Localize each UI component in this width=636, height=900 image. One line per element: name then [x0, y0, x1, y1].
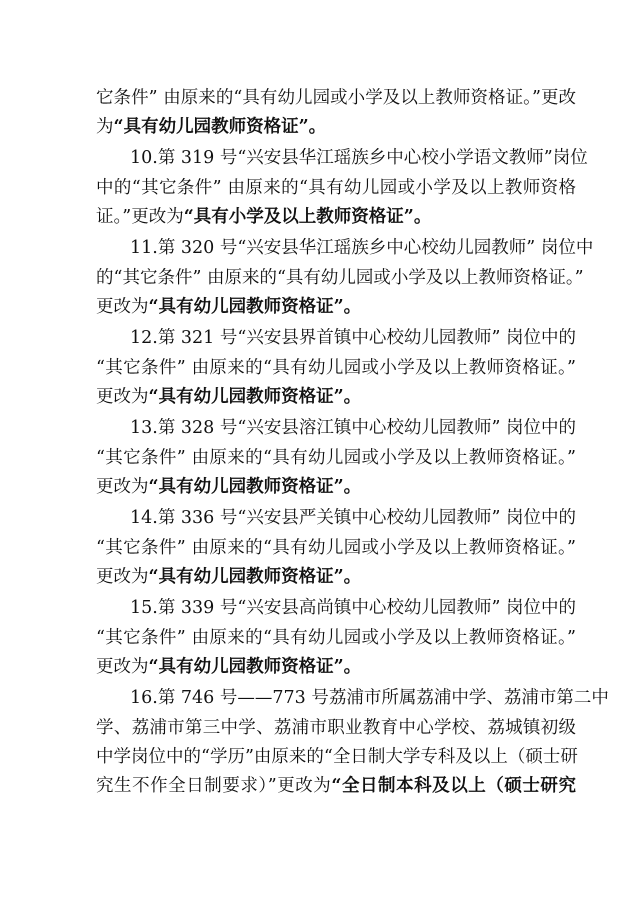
text-line: 究生不作全日制要求）”更改为“全日制本科及以上（硕士研究 — [96, 776, 576, 796]
text-line: “其它条件” 由原来的“具有幼儿园或小学及以上教师资格证。” — [96, 628, 576, 648]
text-line: 更改为“具有幼儿园教师资格证”。 — [96, 567, 362, 587]
text-line: 14.第 336 号“兴安县严关镇中心校幼儿园教师” 岗位中的 — [130, 508, 576, 528]
text-line: 更改为“具有幼儿园教师资格证”。 — [96, 387, 362, 407]
text-line: 学、荔浦市第三中学、荔浦市职业教育中心学校、荔城镇初级 — [96, 718, 576, 738]
text-line: 它条件” 由原来的“具有幼儿园或小学及以上教师资格证。”更改 — [96, 88, 576, 108]
text-line: “其它条件” 由原来的“具有幼儿园或小学及以上教师资格证。” — [96, 358, 576, 378]
text-line: 的“其它条件” 由原来的“具有幼儿园或小学及以上教师资格证。” — [96, 268, 584, 288]
text-line: 11.第 320 号“兴安县华江瑶族乡中心校幼儿园教师” 岗位中 — [130, 238, 594, 258]
text-line: 中的“其它条件” 由原来的“具有幼儿园或小学及以上教师资格 — [96, 178, 576, 198]
text-line: 12.第 321 号“兴安县界首镇中心校幼儿园教师” 岗位中的 — [130, 328, 576, 348]
text-line: “其它条件” 由原来的“具有幼儿园或小学及以上教师资格证。” — [96, 448, 576, 468]
text-line: 为“具有幼儿园教师资格证”。 — [96, 117, 327, 137]
text-line: 13.第 328 号“兴安县溶江镇中心校幼儿园教师” 岗位中的 — [130, 418, 576, 438]
text-line: 10.第 319 号“兴安县华江瑶族乡中心校小学语文教师”岗位 — [130, 148, 588, 168]
text-line: “其它条件” 由原来的“具有幼儿园或小学及以上教师资格证。” — [96, 538, 576, 558]
text-line: 15.第 339 号“兴安县高尚镇中心校幼儿园教师” 岗位中的 — [130, 598, 576, 618]
text-line: 16.第 746 号——773 号荔浦市所属荔浦中学、荔浦市第二中 — [130, 688, 609, 708]
text-line: 中学岗位中的“学历”由原来的“全日制大学专科及以上（硕士研 — [96, 747, 578, 767]
text-line: 证。”更改为“具有小学及以上教师资格证”。 — [96, 207, 432, 227]
text-line: 更改为“具有幼儿园教师资格证”。 — [96, 477, 362, 497]
text-line: 更改为“具有幼儿园教师资格证”。 — [96, 297, 362, 317]
text-line: 更改为“具有幼儿园教师资格证”。 — [96, 657, 362, 677]
